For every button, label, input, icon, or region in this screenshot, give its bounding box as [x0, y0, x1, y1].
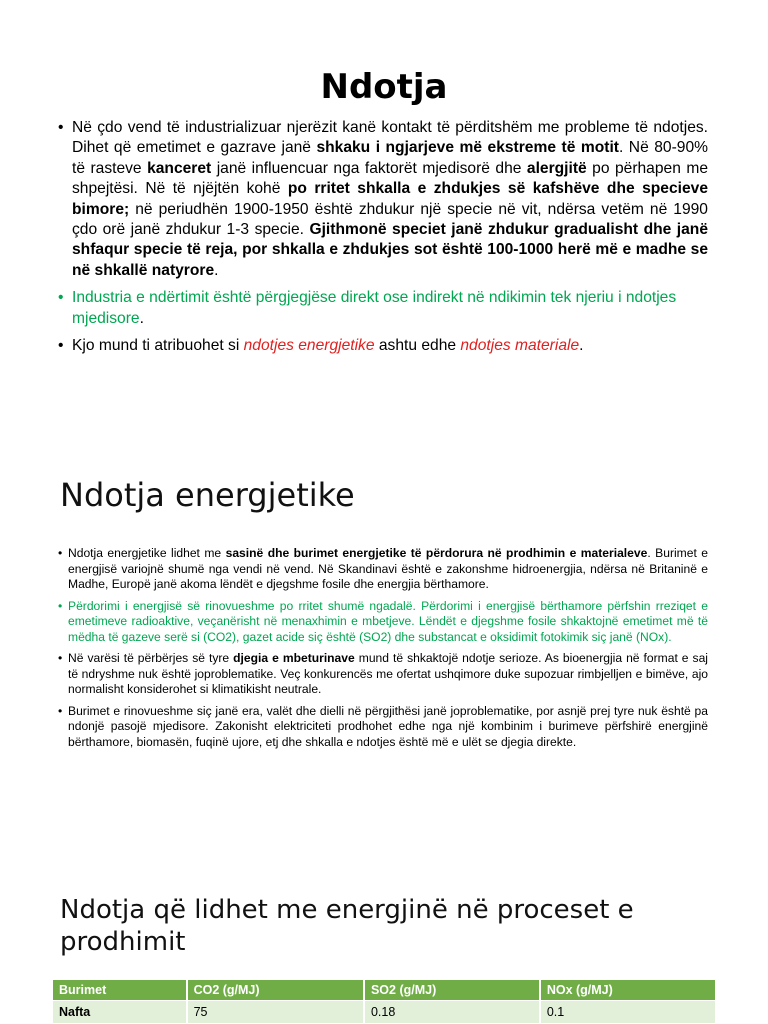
slide-title: Ndotja që lidhet me energjinë në proceset e prodhimit — [60, 895, 634, 957]
table-header-row — [53, 980, 715, 1001]
bullet-item: • Në çdo vend të industrializuar njerëzit kanë kontakt të përditshëm me probleme të ndotjes. Dihet që emetimet e gazrave janë shkaku i ngjarjeve më ekstreme të motit. Në 80-90% të rasteve kanceret janë influencuar nga faktorët mjedisorë dhe alergjitë po përhapen me shpejtësi. Në të njëjtën kohë po rritet shkalla e zhdukjes së kafshëve dhe specieve bimore; në periudhën 1900-1950 është zhdukur një specie në vit, ndërsa vetëm në 1990 çdo orë janë zhdukur 1-3 specie. Gjithmonë speciet janë zhdukur gradualisht dhe janë shfaqur specie të reja, por shkalla e zhdukjes sot është 100-1000 herë më e madhe se në shkallë natyrore. — [58, 119, 709, 279]
slide-ndotja-prodhimit — [0, 880, 768, 1024]
bullet-item: • Industria e ndërtimit është përgjegjëse direkt ose indirekt në ndikimin tek njeriu i ndotjes mjedisore. — [58, 289, 677, 327]
bullet-item: • Burimet e rinovueshme siç janë era, valët dhe dielli në përgjithësi janë joproblematike, por asnjë prej tyre nuk është pa ndonjë pasojë mjedisore. Zakonisht elektriciteti prodhohet edhe nga një kombinim i burimeve përfshirë energjinë bërthamore, biomasën, fuqinë ujore, etj dhe shkalla e ndotjes është më e ulët se djegia direkte. — [58, 703, 708, 749]
table-cell: 75 — [187, 1001, 364, 1024]
bullet-icon: • — [58, 546, 63, 560]
table-header-cell: Burimet — [53, 980, 187, 1001]
bullet-icon: • — [58, 337, 64, 355]
bullet-icon: • — [58, 703, 63, 718]
table-cell: Nafta — [53, 1001, 187, 1024]
slide-ndotja — [0, 0, 768, 420]
emissions-table — [53, 980, 715, 1023]
table-cell: 0.1 — [540, 1001, 715, 1024]
slide-title: Ndotja energjetike — [60, 476, 355, 514]
table-cell: 0.18 — [364, 1001, 540, 1024]
table-header-cell: NOx (g/MJ) — [540, 980, 715, 1001]
table-header-cell: CO2 (g/MJ) — [187, 980, 364, 1001]
slide-ndotja-energjetike — [0, 455, 768, 850]
bullet-icon: • — [58, 289, 64, 307]
bullet-list — [58, 546, 708, 756]
table-header-cell: SO2 (g/MJ) — [364, 980, 540, 1001]
bullet-item: • Përdorimi i energjisë së rinovueshme po rritet shumë ngadalë. Përdorimi i energjisë bërthamore përfshin rreziqet e emetimeve radioaktive, veçanërisht në menaxhimin e mbetjeve. Lëndët e djegshme fosile shkaktojnë emetimet më të mëdha të gazeve serë si (CO2), gazet acide siç është (SO2) dhe substancat e oksidimit fotokimik siç janë (NOx). — [58, 598, 708, 644]
bullet-icon: • — [58, 651, 63, 665]
bullet-item: • Në varësi të përbërjes së tyre djegia e mbeturinave mund të shkaktojë ndotje serioze. As bioenergjia në format e saj të ndryshme nuk është joproblematike. Veç konkurencës me ofertat ushqimore duke supozuar rimbjelljen e bimëve, ajo normalisht konsiderohet si klimatikisht neutrale. — [58, 651, 708, 696]
bullet-list — [58, 118, 709, 363]
bullet-item: • Ndotja energjetike lidhet me sasinë dhe burimet energjetike të përdorura në prodhimin e materialeve. Burimet e energjisë variojnë shumë nga vendi në vend. Në Skandinavi është e zakonshme hidroenergjia, ndërsa në Britaninë e Madhe, Europë janë akoma lëndët e djegshme fosile dhe energjia bërthamore. — [58, 546, 708, 591]
bullet-icon: • — [58, 598, 63, 613]
table-row — [53, 1001, 715, 1024]
bullet-item: • Kjo mund ti atribuohet si ndotjes energjetike ashtu edhe ndotjes materiale. — [72, 336, 708, 356]
bullet-icon: • — [58, 119, 64, 136]
slide-title: Ndotja — [320, 66, 448, 107]
